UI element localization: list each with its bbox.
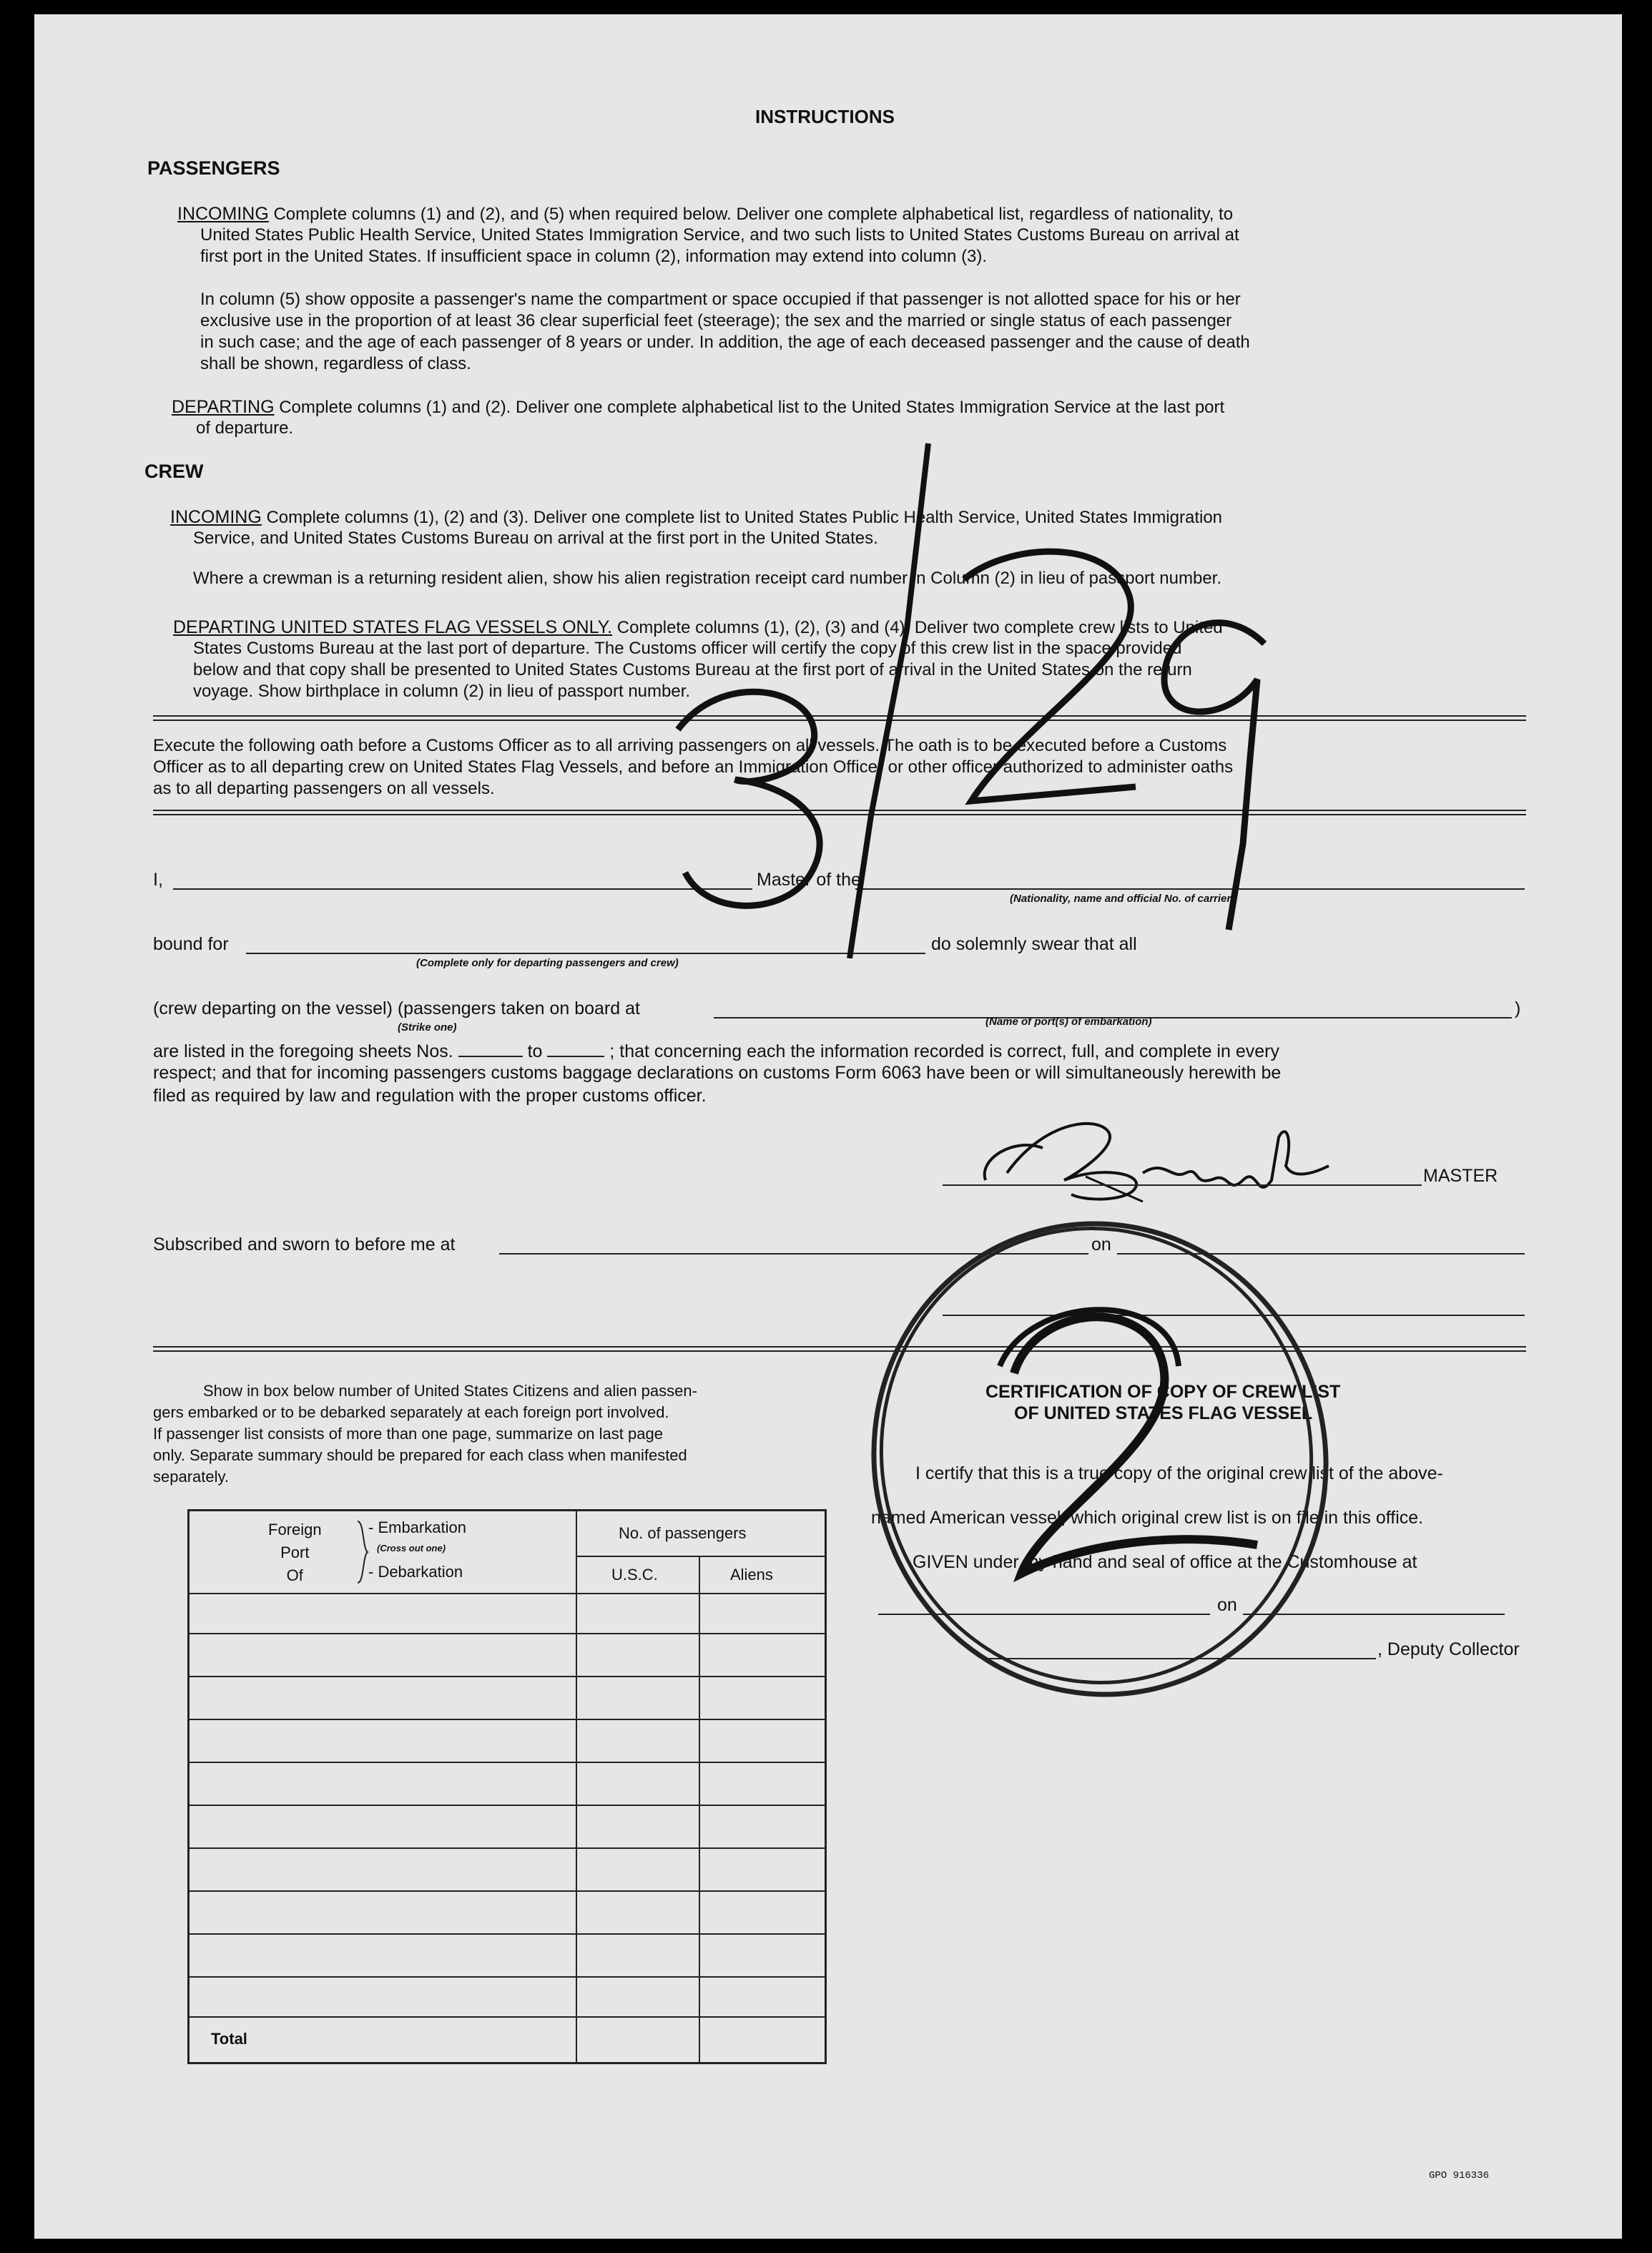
table-row <box>190 1847 825 1849</box>
crew-departing-line-4: voyage. Show birthplace in column (2) in lieu of passport number. <box>193 682 691 701</box>
passengers-heading: PASSENGERS <box>147 157 280 179</box>
certification-heading-2: OF UNITED STATES FLAG VESSEL <box>1014 1403 1313 1423</box>
listed-text-1: are listed in the foregoing sheets Nos. <box>153 1041 453 1061</box>
table-row <box>190 2016 825 2018</box>
passengers-incoming-text-1: Complete columns (1) and (2), and (5) when required below. Deliver one complete alphabetical list, regardless of nationality, to <box>273 205 1234 224</box>
crew-heading: CREW <box>144 461 204 482</box>
foreign-port-of-header: Foreign Port Of <box>268 1521 322 1584</box>
filed-line: filed as required by law and regulation with the proper customs officer. <box>153 1086 707 1106</box>
page-title: INSTRUCTIONS <box>755 106 895 127</box>
to-label: to <box>527 1041 543 1061</box>
passengers-departing-label: DEPARTING <box>172 397 275 417</box>
passengers-incoming-label: INCOMING <box>177 204 269 224</box>
certification-on-label: on <box>1217 1595 1237 1615</box>
master-of-the-label: Master of the <box>757 870 861 890</box>
document-page <box>34 14 1622 2239</box>
usc-header: U.S.C. <box>611 1566 658 1584</box>
table-row <box>190 1890 825 1892</box>
brace-icon <box>355 1520 370 1584</box>
col5-line-3: in such case; and the age of each passenger of 8 years or under. In addition, the age of each deceased passenger and the cause of death <box>200 333 1250 352</box>
col5-line-4: shall be shown, regardless of class. <box>200 354 471 373</box>
table-row <box>190 1633 825 1634</box>
oath-intro-line-3: as to all departing passengers on all vessels. <box>153 779 495 798</box>
passenger-summary-table <box>187 1509 827 2064</box>
summary-note-line-3: If passenger list consists of more than one page, summarize on last page <box>153 1425 663 1443</box>
table-row <box>190 1976 825 1978</box>
summary-note-line-1: Show in box below number of United States Citizens and alien passen- <box>203 1382 697 1400</box>
carrier-caption: (Nationality, name and official No. of carrier) <box>1010 893 1235 905</box>
gpo-footer: GPO 916336 <box>1429 2170 1490 2181</box>
swear-text: do solemnly swear that all <box>931 934 1137 954</box>
total-label: Total <box>211 2030 247 2048</box>
certification-text-2: named American vessel, which original crew list is on file in this office. <box>871 1508 1424 1528</box>
summary-note-line-5: separately. <box>153 1468 229 1486</box>
listed-text-2: ; that concerning each the information recorded is correct, full, and complete in every <box>609 1041 1279 1061</box>
table-row <box>190 1676 825 1677</box>
passengers-incoming-line-2: United States Public Health Service, United States Immigration Service, and two such lists to United States Customs Bureau on arrival at <box>200 225 1239 245</box>
subscribed-on-label: on <box>1091 1235 1111 1255</box>
crew-departing-label: DEPARTING UNITED STATES FLAG VESSELS ONLY. <box>173 617 613 637</box>
passengers-departing-line-2: of departure. <box>196 418 294 438</box>
deputy-collector-label: , Deputy Collector <box>1377 1639 1520 1659</box>
sheet-from-field[interactable] <box>458 1043 523 1057</box>
oath-intro-line-2: Officer as to all departing crew on United States Flag Vessels, and before an Immigration Officer or other officer authorized to administer oaths <box>153 757 1234 777</box>
passengers-incoming-line-1 <box>177 203 1233 225</box>
table-row <box>190 1719 825 1720</box>
certification-given: GIVEN under my hand and seal of office at the Customhouse at <box>913 1552 1417 1572</box>
cross-out-one-caption: (Cross out one) <box>377 1543 446 1553</box>
summary-note-line-4: only. Separate summary should be prepared for each class when manifested <box>153 1446 687 1464</box>
crew-incoming-line-2: Service, and United States Customs Bureau on arrival at the first port in the United States. <box>193 529 878 548</box>
table-row <box>190 1805 825 1806</box>
strike-one-caption: (Strike one) <box>398 1021 457 1034</box>
embarkation-label: - Embarkation <box>368 1518 466 1536</box>
oath-intro-line-1: Execute the following oath before a Customs Officer as to all arriving passengers on all vessels. The oath is to be executed before a Customs <box>153 736 1227 755</box>
crew-departing-text-1: Complete columns (1), (2), (3) and (4). Deliver two complete crew lists to United <box>616 618 1223 637</box>
crew-resident-line: Where a crewman is a returning resident alien, show his alien registration receipt card number in Column (2) in lieu of passport number. <box>193 569 1222 588</box>
crew-departing-text: (crew departing on the vessel) (passengers taken on board at <box>153 998 640 1018</box>
debarkation-label: - Debarkation <box>368 1563 463 1581</box>
aliens-header: Aliens <box>730 1566 773 1584</box>
crew-departing-line-3: below and that copy shall be presented to United States Customs Bureau at the first port of arrival in the United States on the return <box>193 660 1192 679</box>
passengers-departing-text-1: Complete columns (1) and (2). Deliver one complete alphabetical list to the United States Immigration Service at the last port <box>279 398 1225 417</box>
close-paren: ) <box>1515 998 1521 1018</box>
listed-line <box>153 1041 1279 1062</box>
certification-heading-1: CERTIFICATION OF COPY OF CREW LIST <box>985 1382 1341 1402</box>
sheet-to-field[interactable] <box>547 1043 604 1057</box>
table-row <box>190 1933 825 1935</box>
col5-line-1: In column (5) show opposite a passenger's name the compartment or space occupied if that passenger is not allotted space for his or her <box>200 290 1241 309</box>
handwritten-circled-number <box>857 1173 1343 1717</box>
port-caption: (Name of port(s) of embarkation) <box>985 1016 1152 1028</box>
col5-line-2: exclusive use in the proportion of at least 36 clear superficial feet (steerage); the sex and the married or single status of each passenger <box>200 311 1232 330</box>
bound-for-label: bound for <box>153 934 229 954</box>
crew-incoming-text-1: Complete columns (1), (2) and (3). Deliver one complete list to United States Public Health Service, United States Immigration <box>266 508 1223 527</box>
respect-line: respect; and that for incoming passengers customs baggage declarations on customs Form 6063 have been or will simultaneously herewith be <box>153 1063 1282 1083</box>
bound-for-caption: (Complete only for departing passengers and crew) <box>416 957 679 969</box>
subscribed-label: Subscribed and sworn to before me at <box>153 1235 456 1255</box>
summary-note-line-2: gers embarked or to be debarked separately at each foreign port involved. <box>153 1403 669 1421</box>
oath-i-label: I, <box>153 870 163 890</box>
passengers-incoming-line-3: first port in the United States. If insufficient space in column (2), information may extend into column (3). <box>200 247 988 266</box>
certification-text-1: I certify that this is a true copy of the original crew list of the above- <box>915 1463 1443 1483</box>
crew-departing-line-2: States Customs Bureau at the last port of departure. The Customs officer will certify the copy of this crew list in the space provided <box>193 639 1182 658</box>
no-of-passengers-header: No. of passengers <box>619 1524 747 1542</box>
table-row <box>190 1762 825 1763</box>
master-label: MASTER <box>1423 1166 1498 1186</box>
handwritten-date-mark <box>635 415 1279 958</box>
crew-incoming-label: INCOMING <box>170 507 262 527</box>
